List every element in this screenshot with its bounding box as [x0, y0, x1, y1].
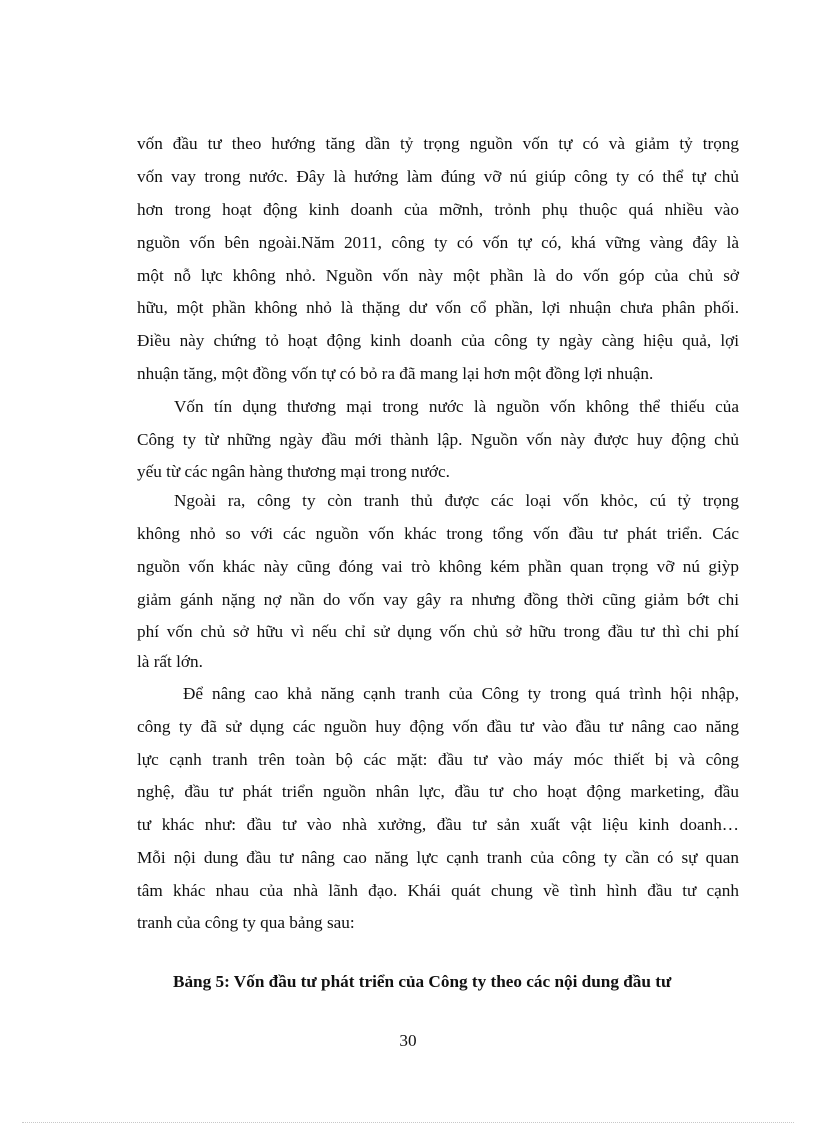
paragraph-1-line-5: một nỗ lực không nhỏ. Nguồn vốn này một phần là do vốn góp của chủ sở: [137, 266, 739, 285]
paragraph-4-line-1: Để nâng cao khả năng cạnh tranh của Công ty trong quá trình hội nhập,: [183, 684, 739, 703]
paragraph-3-line-4: giảm gánh nặng nợ nần do vốn vay gây ra nhưng đồng thời cũng giảm bớt chi: [137, 590, 739, 609]
paragraph-2-line-1: Vốn tín dụng thương mại trong nước là nguồn vốn không thể thiếu của: [174, 397, 739, 416]
paragraph-4-line-3: lực cạnh tranh trên toàn bộ các mặt: đầu tư vào máy móc thiết bị và công: [137, 750, 739, 769]
paragraph-3-line-6: là rất lớn.: [137, 652, 203, 671]
paragraph-4-line-5: tư khác như: đầu tư vào nhà xưởng, đầu tư sản xuất vật liệu kinh doanh…: [137, 815, 739, 834]
page-number: 30: [399, 1031, 417, 1050]
paragraph-1-line-1: vốn đầu tư theo hướng tăng dần tỷ trọng nguồn vốn tự có và giảm tỷ trọng: [137, 134, 739, 153]
paragraph-4-line-4: nghệ, đầu tư phát triển nguồn nhân lực, đầu tư cho hoạt động marketing, đầu: [137, 782, 739, 801]
paragraph-1-line-4: nguồn vốn bên ngoài.Năm 2011, công ty có vốn tự có, khá vững vàng đây là: [137, 233, 739, 252]
paragraph-2-line-3: yếu từ các ngân hàng thương mại trong nước.: [137, 462, 450, 481]
paragraph-4-line-2: công ty đã sử dụng các nguồn huy động vốn đầu tư vào đầu tư nâng cao năng: [137, 717, 739, 736]
table-caption: Bảng 5: Vốn đầu tư phát triển của Công ty theo các nội dung đầu tư: [173, 972, 672, 991]
paragraph-3-line-1: Ngoài ra, công ty còn tranh thủ được các loại vốn khỏc, cú tỷ trọng: [174, 491, 739, 510]
paragraph-4-line-7: tâm khác nhau của nhà lãnh đạo. Khái quát chung về tình hình đầu tư cạnh: [137, 881, 739, 900]
paragraph-3-line-3: nguồn vốn khác này cũng đóng vai trò không kém phần quan trọng vỡ nú giỳp: [137, 557, 739, 576]
paragraph-2-line-2: Công ty từ những ngày đầu mới thành lập. Nguồn vốn này được huy động chủ: [137, 430, 739, 449]
paragraph-1-line-7: Điều này chứng tỏ hoạt động kinh doanh của công ty ngày càng hiệu quả, lợi: [137, 331, 739, 350]
paragraph-1-line-2: vốn vay trong nước. Đây là hướng làm đúng vỡ nú giúp công ty có thể tự chủ: [137, 167, 739, 186]
paragraph-1-line-6: hữu, một phần không nhỏ là thặng dư vốn cổ phần, lợi nhuận chưa phân phối.: [137, 298, 739, 317]
paragraph-4-line-8: tranh của công ty qua bảng sau:: [137, 913, 355, 932]
paragraph-4-line-6: Mỗi nội dung đầu tư nâng cao năng lực cạnh tranh của công ty cần có sự quan: [137, 848, 739, 867]
paragraph-3-line-2: không nhỏ so với các nguồn vốn khác trong tổng vốn đầu tư phát triển. Các: [137, 524, 739, 543]
paragraph-1-line-3: hơn trong hoạt động kinh doanh của mỡnh, trỏnh phụ thuộc quá nhiều vào: [137, 200, 739, 219]
paragraph-3-line-5: phí vốn chủ sở hữu vì nếu chỉ sử dụng vốn chủ sở hữu trong đầu tư thì chi phí: [137, 622, 739, 641]
paragraph-1-line-8: nhuận tăng, một đồng vốn tự có bỏ ra đã mang lại hơn một đồng lợi nhuận.: [137, 364, 654, 383]
